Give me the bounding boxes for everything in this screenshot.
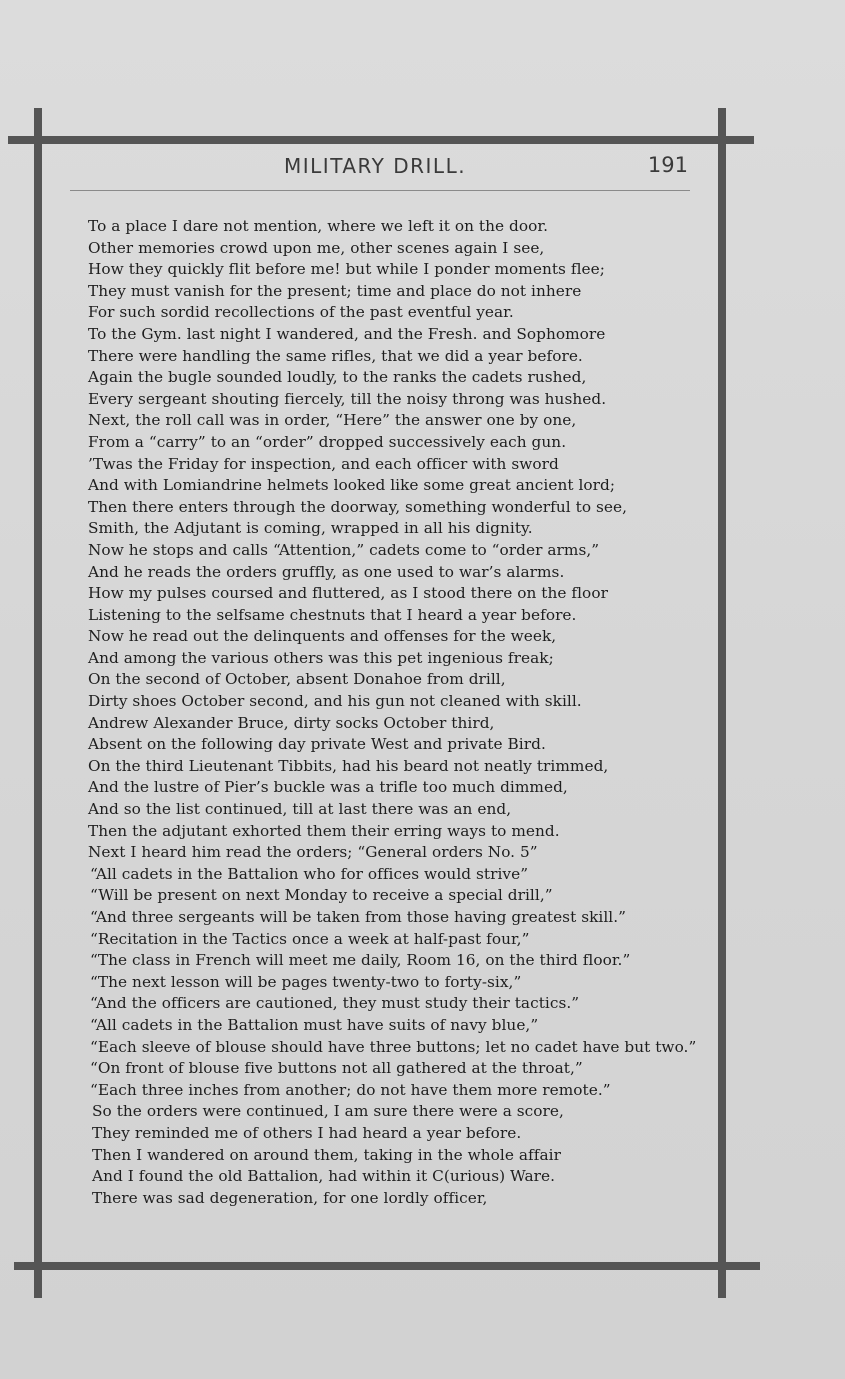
poem-line: And the lustre of Pier’s buckle was a trifle too much dimmed, (88, 778, 568, 797)
poem-line: And he reads the orders gruffly, as one used to war’s alarms. (88, 562, 565, 581)
poem-line: There were handling the same rifles, that we did a year before. (88, 346, 583, 365)
poem-line: “All cadets in the Battalion who for offices would strive” (90, 864, 529, 883)
poem-line: For such sordid recollections of the past eventful year. (88, 303, 514, 322)
poem-line: “The class in French will meet me daily, Room 16, on the third floor.” (90, 951, 631, 970)
poem-text (88, 216, 713, 1209)
poem-line: “Will be present on next Monday to receive a special drill,” (90, 886, 553, 905)
poem-line: Dirty shoes October second, and his gun not cleaned with skill. (88, 692, 582, 711)
poem-line: To the Gym. last night I wandered, and the Fresh. and Sophomore (88, 324, 606, 343)
poem-line: Other memories crowd upon me, other scenes again I see, (88, 238, 545, 257)
top-border-rule (8, 136, 754, 144)
running-title: MILITARY DRILL. (284, 154, 467, 178)
poem-line: “Each sleeve of blouse should have three buttons; let no cadet have but two.” (90, 1037, 697, 1056)
poem-line: Absent on the following day private West and private Bird. (88, 735, 546, 754)
poem-line: “And the officers are cautioned, they must study their tactics.” (90, 994, 580, 1013)
poem-line: Next, the roll call was in order, “Here” the answer one by one, (88, 411, 577, 430)
page-header (70, 150, 690, 191)
bottom-border-rule (14, 1262, 760, 1270)
poem-line: Then I wandered on around them, taking in the whole affair (92, 1145, 561, 1164)
page-number: 191 (647, 153, 688, 177)
poem-line: Now he stops and calls “Attention,” cadets come to “order arms,” (88, 540, 600, 559)
poem-line: “On front of blouse five buttons not all gathered at the throat,” (90, 1059, 583, 1078)
poem-line: Then the adjutant exhorted them their erring ways to mend. (88, 821, 560, 840)
poem-line: Then there enters through the doorway, something wonderful to see, (88, 497, 628, 516)
poem-line: Again the bugle sounded loudly, to the ranks the cadets rushed, (88, 368, 587, 387)
poem-line: They must vanish for the present; time and place do not inhere (88, 281, 582, 300)
poem-line: “Each three inches from another; do not have them more remote.” (90, 1080, 611, 1099)
right-border-rule (718, 108, 726, 1298)
poem-line: From a “carry” to an “order” dropped successively each gun. (88, 432, 567, 451)
poem-line: On the third Lieutenant Tibbits, had his beard not neatly trimmed, (88, 756, 609, 775)
poem-line: Every sergeant shouting fiercely, till the noisy throng was hushed. (88, 389, 607, 408)
poem-line: Listening to the selfsame chestnuts that I heard a year before. (88, 605, 577, 624)
poem-line: And I found the old Battalion, had within it C(urious) Ware. (92, 1167, 556, 1186)
poem-line: And so the list continued, till at last there was an end, (88, 800, 512, 819)
poem-line: There was sad degeneration, for one lordly officer, (92, 1188, 488, 1207)
poem-line: To a place I dare not mention, where we left it on the door. (88, 217, 549, 235)
poem-line: Now he read out the delinquents and offenses for the week, (88, 627, 557, 646)
poem-line: On the second of October, absent Donahoe from drill, (88, 670, 506, 689)
left-border-rule (34, 108, 42, 1298)
poem-line: How my pulses coursed and fluttered, as I stood there on the floor (88, 584, 608, 603)
poem-line: “All cadets in the Battalion must have suits of navy blue,” (90, 1015, 539, 1034)
poem-line: They reminded me of others I had heard a year before. (92, 1123, 522, 1142)
poem-line: Next I heard him read the orders; “General orders No. 5” (88, 843, 538, 862)
poem-line: “Recitation in the Tactics once a week at half-past four,” (90, 929, 530, 948)
poem-line: Andrew Alexander Bruce, dirty socks October third, (88, 713, 495, 732)
poem-line: How they quickly flit before me! but while I ponder moments flee; (88, 260, 605, 279)
poem-line: And with Lomiandrine helmets looked like some great ancient lord; (88, 476, 616, 495)
poem-line: So the orders were continued, I am sure there were a score, (92, 1102, 564, 1121)
poem-line: “And three sergeants will be taken from those having greatest skill.” (90, 908, 627, 926)
poem-line: Smith, the Adjutant is coming, wrapped in all his dignity. (88, 519, 533, 538)
poem-line: ’Twas the Friday for inspection, and each officer with sword (88, 454, 559, 473)
poem-line: “The next lesson will be pages twenty-two to forty-six,” (90, 972, 522, 991)
poem-line: And among the various others was this pet ingenious freak; (88, 648, 554, 667)
